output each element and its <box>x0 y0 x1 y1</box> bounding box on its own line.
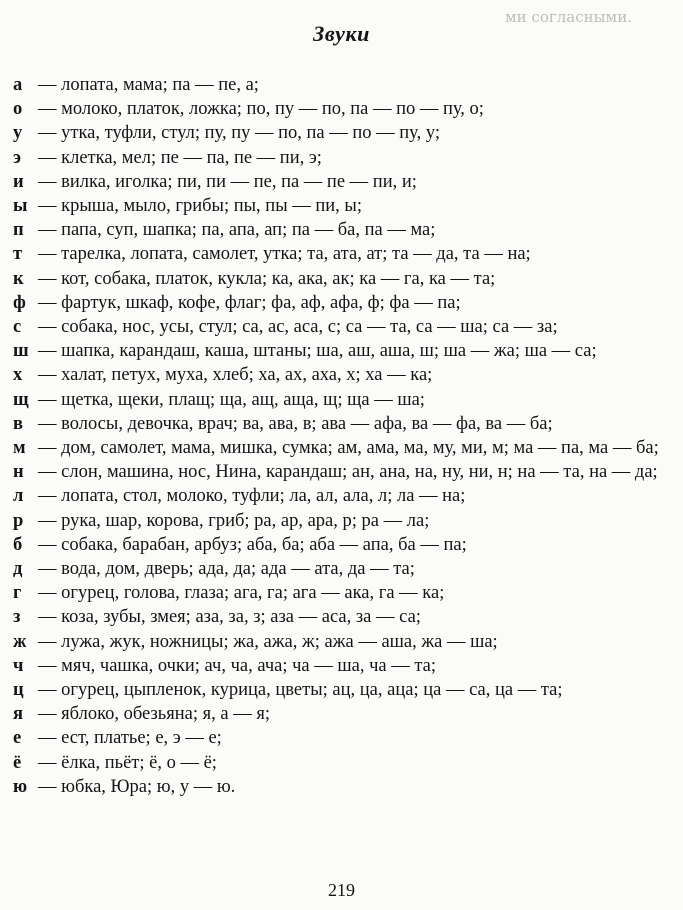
sound-examples: — ёлка, пьёт; ё, о — ё; <box>38 752 217 773</box>
sound-letter: с <box>13 317 22 338</box>
sound-letter: э <box>13 147 21 168</box>
sound-examples: — коза, зубы, змея; аза, за, з; аза — аса, за — са; <box>38 607 421 628</box>
sound-row-f <box>13 291 675 315</box>
sound-letter: я <box>13 704 24 725</box>
sound-examples: — щетка, щеки, плащ; ща, ащ, аща, щ; ща — ша; <box>38 389 425 410</box>
sound-examples: — яблоко, обезьяна; я, а — я; <box>38 704 270 725</box>
sound-letter: х <box>13 365 23 386</box>
sound-examples: — мяч, чашка, очки; ач, ча, ача; ча — ша, ча — та; <box>38 655 436 676</box>
sound-letter: в <box>13 413 23 434</box>
sound-examples: — ест, платье; е, э — е; <box>38 728 222 749</box>
sound-letter: г <box>13 583 22 604</box>
sound-examples: — собака, барабан, арбуз; аба, ба; аба — апа, ба — па; <box>38 534 467 555</box>
sound-examples: — лопата, стол, молоко, туфли; ла, ал, ала, л; ла — на; <box>38 486 466 507</box>
sound-letter: з <box>13 607 21 628</box>
sound-examples: — дом, самолет, мама, мишка, сумка; ам, ама, ма, му, ми, м; ма — па, ма — ба; <box>38 438 659 459</box>
sound-row-z <box>13 605 675 629</box>
sound-examples: — клетка, мел; пе — па, пе — пи, э; <box>38 147 322 168</box>
sound-examples: — лопата, мама; па — пе, а; <box>38 75 259 95</box>
sound-row-v <box>13 412 675 436</box>
sound-letter: р <box>13 510 24 531</box>
sound-letter: ф <box>13 292 26 313</box>
sound-examples: — шапка, карандаш, каша, штаны; ша, аш, аша, ш; ша — жа; ша — са; <box>38 341 597 362</box>
sound-list <box>13 73 675 799</box>
sound-row-p <box>13 218 675 242</box>
sound-row-a <box>13 73 675 97</box>
sound-row-ya <box>13 702 675 726</box>
sound-examples: — крыша, мыло, грибы; пы, пы — пи, ы; <box>38 196 362 217</box>
sound-row-b <box>13 533 675 557</box>
sound-row-g <box>13 581 675 605</box>
sound-letter: п <box>13 220 24 241</box>
sound-letter: ш <box>13 341 29 362</box>
sound-row-kh <box>13 363 675 387</box>
sound-row-k <box>13 267 675 291</box>
sound-examples: — утка, туфли, стул; пу, пу — по, па — по — пу, у; <box>38 123 440 144</box>
sound-examples: — халат, петух, муха, хлеб; ха, ах, аха, х; ха — ка; <box>38 365 433 386</box>
sound-letter: б <box>13 534 23 555</box>
sound-examples: — тарелка, лопата, самолет, утка; та, ата, ат; та — да, та — на; <box>38 244 531 265</box>
sound-letter: н <box>13 462 24 483</box>
sound-row-i <box>13 170 675 194</box>
sound-row-e-reverse <box>13 146 675 170</box>
sound-letter: т <box>13 244 23 265</box>
sound-row-ch <box>13 654 675 678</box>
sound-examples: — собака, нос, усы, стул; са, ас, аса, с; са — та, са — ша; са — за; <box>38 317 558 338</box>
sound-letter: ы <box>13 196 28 217</box>
sound-row-ts <box>13 678 675 702</box>
sound-letter: ч <box>13 655 24 676</box>
sound-row-m <box>13 436 675 460</box>
sound-row-shch <box>13 388 675 412</box>
bleed-through-text: ми согласными. <box>505 8 632 26</box>
sound-row-u <box>13 121 675 145</box>
sound-examples: — молоко, платок, ложка; по, пу — по, па — по — пу, о; <box>38 99 484 120</box>
sound-row-l <box>13 484 675 508</box>
sound-examples: — слон, машина, нос, Нина, карандаш; ан, ана, на, ну, ни, н; на — та, на — да; <box>38 462 658 483</box>
sound-row-d <box>13 557 675 581</box>
sound-letter: д <box>13 559 23 580</box>
sound-row-y <box>13 194 675 218</box>
sound-row-o <box>13 97 675 121</box>
sound-examples: — фартук, шкаф, кофе, флаг; фа, аф, афа, ф; фа — па; <box>38 292 461 313</box>
sound-letter: е <box>13 728 22 749</box>
sound-examples: — вилка, иголка; пи, пи — пе, па — пе — пи, и; <box>38 171 417 192</box>
sound-examples: — лужа, жук, ножницы; жа, ажа, ж; ажа — аша, жа — ша; <box>38 631 498 652</box>
sound-row-n <box>13 460 675 484</box>
sound-row-sh <box>13 339 675 363</box>
sound-letter: у <box>13 123 23 144</box>
sound-letter: ц <box>13 680 24 701</box>
sound-row-zh <box>13 630 675 654</box>
sound-row-s <box>13 315 675 339</box>
sound-row-r <box>13 509 675 533</box>
sound-letter: м <box>13 438 26 459</box>
sound-letter: щ <box>13 389 29 410</box>
sound-letter: ю <box>13 776 28 797</box>
sound-examples: — огурец, цыпленок, курица, цветы; ац, ца, аца; ца — са, ца — та; <box>38 680 563 701</box>
page-number: 219 <box>328 880 355 900</box>
sound-letter: о <box>13 99 23 120</box>
sound-letter: и <box>13 171 24 192</box>
sound-examples: — папа, суп, шапка; па, апа, ап; па — ба, па — ма; <box>38 220 436 241</box>
sound-letter: л <box>13 486 24 507</box>
sound-letter: а <box>13 75 23 95</box>
sound-letter: к <box>13 268 24 289</box>
sound-row-t <box>13 242 675 266</box>
sound-letter: ж <box>13 631 27 652</box>
sound-letter: ё <box>13 752 22 773</box>
sound-row-yu <box>13 775 675 799</box>
sound-row-ye <box>13 726 675 750</box>
sound-examples: — кот, собака, платок, кукла; ка, ака, ак; ка — га, ка — та; <box>38 268 496 289</box>
sound-examples: — волосы, девочка, врач; ва, ава, в; ава — афа, ва — фа, ва — ба; <box>38 413 553 434</box>
page-title: Звуки <box>313 21 370 46</box>
sound-examples: — вода, дом, дверь; ада, да; ада — ата, да — та; <box>38 559 415 580</box>
sound-examples: — рука, шар, корова, гриб; ра, ар, ара, р; ра — ла; <box>38 510 430 531</box>
sound-examples: — огурец, голова, глаза; ага, га; ага — ака, га — ка; <box>38 583 445 604</box>
sound-examples: — юбка, Юра; ю, у — ю. <box>38 776 236 797</box>
sound-row-yo <box>13 751 675 775</box>
